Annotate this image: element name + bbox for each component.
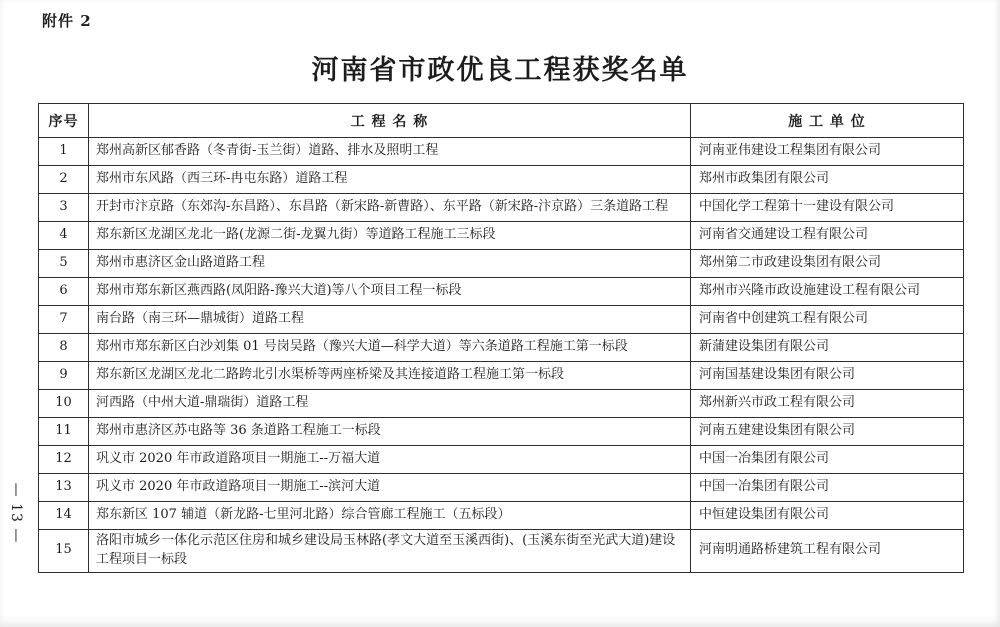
row-construction-unit: 中恒建设集团有限公司 <box>691 502 964 530</box>
table-row <box>39 530 964 573</box>
row-serial-number: 11 <box>39 418 89 446</box>
table-header-row <box>39 104 964 138</box>
row-project-name: 巩义市 2020 年市政道路项目一期施工--滨河大道 <box>89 474 691 502</box>
row-construction-unit: 河南省中创建筑工程有限公司 <box>691 306 964 334</box>
header-construction-unit: 施 工 单 位 <box>691 104 964 138</box>
table-row <box>39 474 964 502</box>
table-header <box>39 104 964 138</box>
table-row <box>39 446 964 474</box>
header-serial-number: 序号 <box>39 104 89 138</box>
table-row <box>39 166 964 194</box>
row-project-name: 河西路（中州大道-鼎瑞街）道路工程 <box>89 390 691 418</box>
row-construction-unit: 中国化学工程第十一建设有限公司 <box>691 194 964 222</box>
header-project-name: 工 程 名 称 <box>89 104 691 138</box>
table-row <box>39 306 964 334</box>
row-project-name: 郑州市郑东新区燕西路(凤阳路-豫兴大道)等八个项目工程一标段 <box>89 278 691 306</box>
row-serial-number: 7 <box>39 306 89 334</box>
row-construction-unit: 郑州市兴隆市政设施建设工程有限公司 <box>691 278 964 306</box>
row-serial-number: 14 <box>39 502 89 530</box>
row-serial-number: 15 <box>39 530 89 573</box>
row-construction-unit: 河南明通路桥建筑工程有限公司 <box>691 530 964 573</box>
row-serial-number: 4 <box>39 222 89 250</box>
row-serial-number: 1 <box>39 138 89 166</box>
row-construction-unit: 郑州第二市政建设集团有限公司 <box>691 250 964 278</box>
table-body <box>39 138 964 573</box>
row-project-name: 郑东新区龙湖区龙北二路跨北引水渠桥等两座桥梁及其连接道路工程施工第一标段 <box>89 362 691 390</box>
row-serial-number: 10 <box>39 390 89 418</box>
row-construction-unit: 河南省交通建设工程有限公司 <box>691 222 964 250</box>
row-project-name: 郑州高新区郁香路（冬青街-玉兰街）道路、排水及照明工程 <box>89 138 691 166</box>
table-row <box>39 138 964 166</box>
award-table <box>38 103 964 573</box>
table-row <box>39 250 964 278</box>
row-project-name: 郑东新区龙湖区龙北一路(龙源二街-龙翼九街）等道路工程施工三标段 <box>89 222 691 250</box>
row-serial-number: 8 <box>39 334 89 362</box>
table-row <box>39 334 964 362</box>
row-project-name: 郑州市惠济区苏屯路等 36 条道路工程施工一标段 <box>89 418 691 446</box>
row-serial-number: 3 <box>39 194 89 222</box>
table-row <box>39 418 964 446</box>
row-construction-unit: 中国一冶集团有限公司 <box>691 446 964 474</box>
row-project-name: 郑州市东风路（西三环-冉屯东路）道路工程 <box>89 166 691 194</box>
page-title: 河南省市政优良工程获奖名单 <box>311 55 689 86</box>
row-serial-number: 12 <box>39 446 89 474</box>
row-serial-number: 5 <box>39 250 89 278</box>
row-project-name: 郑州市惠济区金山路道路工程 <box>89 250 691 278</box>
table-row <box>39 362 964 390</box>
table-row <box>39 222 964 250</box>
row-project-name: 南台路（南三环—鼎城街）道路工程 <box>89 306 691 334</box>
row-construction-unit: 郑州新兴市政工程有限公司 <box>691 390 964 418</box>
row-project-name: 巩义市 2020 年市政道路项目一期施工--万福大道 <box>89 446 691 474</box>
row-project-name: 郑州市郑东新区白沙刘集 01 号岗吴路（豫兴大道—科学大道）等六条道路工程施工第一标段 <box>89 334 691 362</box>
attachment-label: 附件 2 <box>42 12 92 30</box>
row-serial-number: 13 <box>39 474 89 502</box>
page-number: — 13 — <box>8 482 24 544</box>
table-row <box>39 194 964 222</box>
row-construction-unit: 河南国基建设集团有限公司 <box>691 362 964 390</box>
row-project-name: 洛阳市城乡一体化示范区住房和城乡建设局玉林路(孝文大道至玉溪西街)、(玉溪东街至光武大道)建设工程项目一标段 <box>89 530 691 573</box>
row-construction-unit: 河南五建建设集团有限公司 <box>691 418 964 446</box>
table-row <box>39 390 964 418</box>
row-construction-unit: 郑州市政集团有限公司 <box>691 166 964 194</box>
row-construction-unit: 新蒲建设集团有限公司 <box>691 334 964 362</box>
row-construction-unit: 中国一冶集团有限公司 <box>691 474 964 502</box>
row-construction-unit: 河南亚伟建设工程集团有限公司 <box>691 138 964 166</box>
row-project-name: 郑东新区 107 辅道（新龙路-七里河北路）综合管廊工程施工（五标段） <box>89 502 691 530</box>
row-project-name: 开封市汴京路（东郊沟-东昌路）、东昌路（新宋路-新曹路）、东平路（新宋路-汴京路）三条道路工程 <box>89 194 691 222</box>
row-serial-number: 9 <box>39 362 89 390</box>
table-row <box>39 502 964 530</box>
row-serial-number: 2 <box>39 166 89 194</box>
row-serial-number: 6 <box>39 278 89 306</box>
table-row <box>39 278 964 306</box>
